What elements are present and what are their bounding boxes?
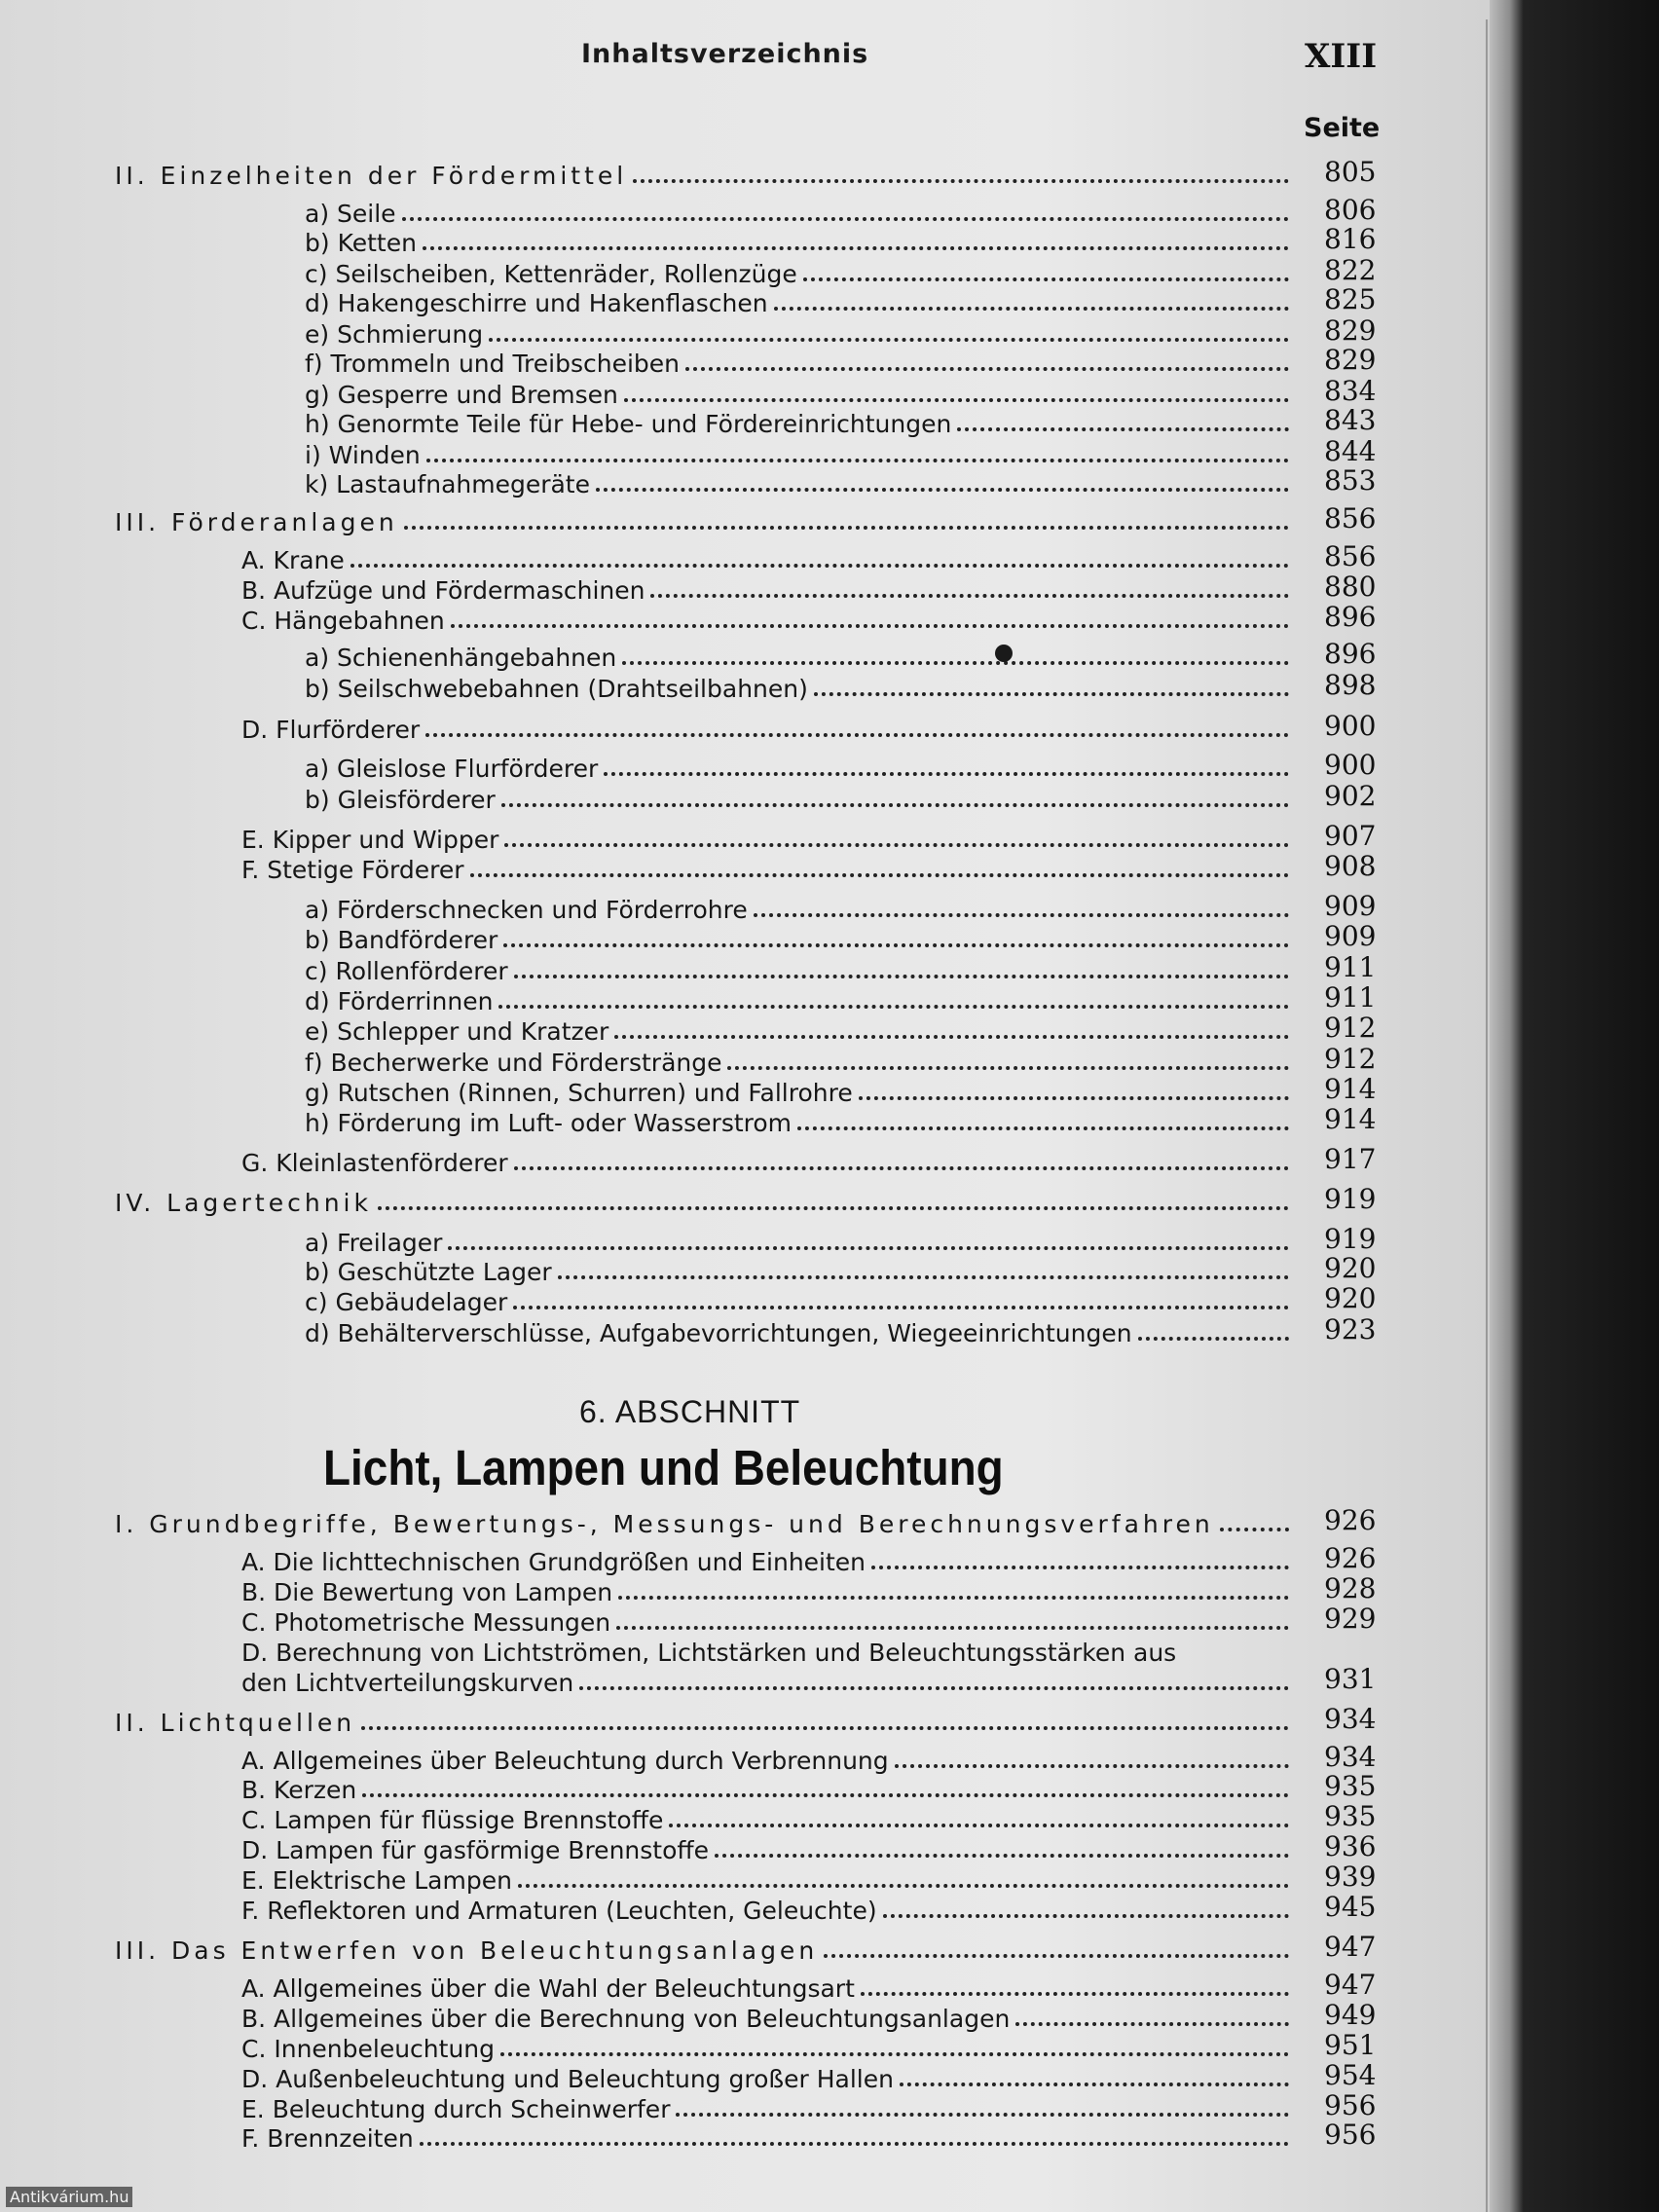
toc-entry-title: G. Kleinlastenförderer (241, 1149, 508, 1177)
toc-entry-page: 947 (1324, 1969, 1377, 2001)
toc-entry-title: i) Winden (305, 441, 421, 469)
toc-entry-page: 856 (1324, 540, 1377, 572)
toc-entry-title: a) Förderschnecken und Förderrohre (305, 896, 748, 924)
toc-entry-page: 923 (1324, 1313, 1377, 1346)
leader-dots (824, 1954, 1289, 1958)
toc-entry-title: IV. Lagertechnik (115, 1189, 372, 1217)
toc-entry (241, 540, 1377, 575)
toc-entry-page: 931 (1324, 1663, 1377, 1695)
leader-dots (503, 943, 1289, 947)
leader-dots (423, 246, 1289, 250)
section-label: 6. ABSCHNITT (579, 1394, 801, 1429)
toc-entry (305, 344, 1377, 379)
toc-entry-title: g) Rutschen (Rinnen, Schurren) und Fallrohre (305, 1079, 853, 1107)
leader-dots (727, 1066, 1289, 1070)
toc-entry-page: 920 (1324, 1282, 1377, 1314)
toc-entry (241, 1770, 1377, 1805)
leader-dots (604, 772, 1289, 776)
toc-entry (305, 435, 1377, 470)
toc-entry-title: a) Freilager (305, 1229, 443, 1257)
toc-entry-page: 844 (1324, 435, 1377, 467)
toc-entry-title: a) Gleislose Flurförderer (305, 755, 599, 783)
leader-dots (871, 1566, 1289, 1569)
watermark: Antikvárium.hu (6, 2187, 132, 2207)
leader-dots (426, 459, 1289, 462)
leader-dots (402, 217, 1289, 221)
leader-dots (514, 1166, 1289, 1170)
toc-entry-page: 947 (1324, 1931, 1377, 1963)
toc-entry (305, 375, 1377, 410)
leader-dots (895, 1764, 1289, 1768)
toc-entry-page: 912 (1324, 1043, 1377, 1075)
toc-entry-title: B. Kerzen (241, 1776, 357, 1804)
toc-entry-page: 917 (1324, 1143, 1377, 1175)
toc-entry-page: 945 (1324, 1891, 1377, 1923)
toc-entry (115, 1931, 1377, 1966)
toc-entry-page: 907 (1324, 820, 1377, 852)
toc-entry-title: F. Stetige Förderer (241, 856, 464, 884)
toc-entry-page: 920 (1324, 1252, 1377, 1284)
leader-dots (514, 975, 1289, 978)
toc-entry-title: B. Allgemeines über die Berechnung von Beleuchtungsanlagen (241, 2005, 1011, 2033)
leader-dots (616, 1626, 1289, 1630)
leader-dots (501, 803, 1289, 807)
toc-entry-title: f) Becherwerke und Förderstränge (305, 1049, 722, 1077)
leader-dots (489, 338, 1289, 342)
toc-entry-title: f) Trommeln und Treibscheiben (305, 350, 681, 378)
toc-entry (115, 502, 1377, 537)
leader-dots (518, 1884, 1289, 1888)
leader-dots (618, 1596, 1289, 1600)
toc-entry-page: 896 (1324, 601, 1377, 633)
toc-entry (241, 820, 1377, 855)
toc-entry (241, 850, 1377, 885)
toc-entry-title: h) Förderung im Luft- oder Wasserstrom (305, 1109, 793, 1137)
toc-entry-page: 914 (1324, 1103, 1377, 1135)
toc-entry-title: A. Allgemeines über die Wahl der Beleuchtungsart (241, 1974, 855, 2003)
toc-entry-title: E. Kipper und Wipper (241, 826, 499, 854)
toc-entry-title: b) Gleisförderer (305, 786, 496, 814)
toc-entry-page: 909 (1324, 920, 1377, 952)
toc-entry (305, 920, 1377, 955)
toc-entry-page: 935 (1324, 1800, 1377, 1832)
toc-entry-title: D. Lampen für gasförmige Brennstoffe (241, 1836, 709, 1864)
section-title: Licht, Lampen und Beleuchtung (323, 1440, 1004, 1495)
leader-dots (957, 427, 1289, 431)
toc-entry-page: 914 (1324, 1073, 1377, 1105)
toc-entry-page: 956 (1324, 2119, 1377, 2151)
toc-entry (241, 1663, 1377, 1698)
toc-entry (115, 1183, 1377, 1218)
toc-entry-page: 825 (1324, 283, 1377, 315)
leader-dots (470, 873, 1289, 877)
toc-entry-page: 928 (1324, 1572, 1377, 1604)
toc-entry-page: 853 (1324, 464, 1377, 497)
toc-entry (241, 1891, 1377, 1926)
toc-entry-title: c) Rollenförderer (305, 957, 508, 985)
leader-dots (504, 843, 1289, 847)
leader-dots (900, 2083, 1289, 2086)
toc-entry (305, 1012, 1377, 1047)
leader-dots (1220, 1528, 1289, 1531)
leader-dots (513, 1306, 1289, 1309)
toc-entry-title: c) Gebäudelager (305, 1288, 508, 1316)
toc-entry (241, 1741, 1377, 1776)
toc-entry-page: 951 (1324, 2029, 1377, 2061)
leader-dots (669, 1824, 1289, 1827)
toc-entry-title: III. Förderanlagen (115, 508, 398, 536)
toc-entry-title: h) Genormte Teile für Hebe- und Fördereinrichtungen (305, 410, 952, 438)
running-title: Inhaltsverzeichnis (581, 39, 869, 69)
toc-entry (305, 1043, 1377, 1078)
toc-entry-page: 902 (1324, 780, 1377, 812)
toc-entry-page: 829 (1324, 344, 1377, 376)
leader-dots (633, 179, 1289, 183)
toc-entry-page: 896 (1324, 638, 1377, 670)
leader-dots (451, 624, 1289, 628)
toc-entry-page: 834 (1324, 375, 1377, 407)
leader-dots (362, 1793, 1289, 1797)
toc-entry-title: a) Schienenhängebahnen (305, 644, 617, 672)
page-number: XIII (1305, 37, 1378, 76)
leader-dots (861, 1992, 1289, 1996)
leader-dots (378, 1206, 1289, 1210)
toc-entry-title: II. Einzelheiten der Fördermittel (115, 162, 628, 190)
leader-dots (1015, 2022, 1289, 2026)
toc-entry (241, 2089, 1377, 2124)
toc-entry (241, 1572, 1377, 1607)
toc-entry-page: 856 (1324, 502, 1377, 535)
toc-entry (305, 404, 1377, 439)
toc-entry (305, 780, 1377, 815)
toc-entry-title: b) Seilschwebebahnen (Drahtseilbahnen) (305, 675, 808, 703)
toc-entry-title: b) Ketten (305, 229, 417, 257)
toc-entry (241, 1800, 1377, 1835)
toc-entry-page: 934 (1324, 1703, 1377, 1735)
toc-entry (305, 254, 1377, 289)
toc-entry-page: 909 (1324, 890, 1377, 922)
toc-entry-title: C. Lampen für flüssige Brennstoffe (241, 1806, 664, 1834)
toc-entry (305, 890, 1377, 925)
leader-dots (420, 2142, 1289, 2146)
toc-entry-title: b) Geschützte Lager (305, 1258, 552, 1286)
toc-entry (305, 749, 1377, 784)
toc-entry-page: 822 (1324, 254, 1377, 286)
toc-entry (305, 1282, 1377, 1317)
leader-dots (448, 1246, 1289, 1250)
leader-dots (676, 2113, 1289, 2117)
leader-dots (614, 1035, 1289, 1039)
toc-entry (305, 1223, 1377, 1258)
leader-dots (803, 277, 1289, 281)
leader-dots (596, 488, 1289, 492)
toc-entry-page: 843 (1324, 404, 1377, 436)
toc-entry (305, 669, 1377, 704)
toc-entry-title: D. Außenbeleuchtung und Beleuchtung großer Hallen (241, 2065, 894, 2093)
toc-entry-title: den Lichtverteilungskurven (241, 1669, 574, 1697)
toc-entry-page: 911 (1324, 951, 1377, 983)
toc-entry-page: 829 (1324, 314, 1377, 347)
toc-entry-page: 911 (1324, 981, 1377, 1014)
toc-entry-page: 908 (1324, 850, 1377, 882)
toc-entry-page: 900 (1324, 710, 1377, 742)
toc-entry (241, 601, 1377, 636)
toc-entry-title: III. Das Entwerfen von Beleuchtungsanlagen (115, 1936, 819, 1965)
toc-entry (305, 1103, 1377, 1138)
toc-entry-title: I. Grundbegriffe, Bewertungs-, Messungs- und Berechnungsverfahren (115, 1510, 1214, 1538)
toc-entry-page: 816 (1324, 223, 1377, 255)
leader-dots (859, 1096, 1289, 1100)
toc-entry-title: b) Bandförderer (305, 926, 498, 954)
toc-entry (241, 1830, 1377, 1865)
toc-entry-page: 880 (1324, 571, 1377, 603)
toc-entry-title: C. Photometrische Messungen (241, 1608, 611, 1637)
leader-dots (650, 594, 1289, 598)
leader-dots (622, 661, 1289, 665)
toc-entry-page: 898 (1324, 669, 1377, 701)
toc-entry (241, 1639, 1295, 1668)
toc-entry (305, 951, 1377, 986)
toc-entry-page: 926 (1324, 1504, 1377, 1536)
toc-entry-title: II. Lichtquellen (115, 1709, 356, 1737)
toc-entry (241, 1999, 1377, 2034)
toc-entry-page: 935 (1324, 1770, 1377, 1802)
toc-entry (115, 1504, 1377, 1539)
toc-entry (241, 1542, 1377, 1577)
toc-entry-page: 805 (1324, 156, 1377, 188)
leader-dots (404, 526, 1289, 530)
leader-dots (1138, 1337, 1289, 1341)
toc-entry (305, 283, 1377, 318)
toc-entry (241, 1969, 1377, 2004)
toc-entry-title: g) Gesperre und Bremsen (305, 381, 618, 409)
toc-entry-title: F. Brennzeiten (241, 2124, 414, 2153)
ink-spot (995, 645, 1013, 662)
toc-entry (241, 710, 1377, 745)
leader-dots (754, 913, 1289, 917)
toc-entry-title: A. Die lichttechnischen Grundgrößen und Einheiten (241, 1548, 866, 1576)
leader-dots (685, 367, 1289, 371)
toc-entry-page: 912 (1324, 1012, 1377, 1044)
toc-entry (241, 2059, 1377, 2094)
toc-entry-title: d) Förderrinnen (305, 987, 494, 1015)
toc-entry-page: 936 (1324, 1830, 1377, 1862)
toc-entry-page: 954 (1324, 2059, 1377, 2091)
toc-entry-title: E. Beleuchtung durch Scheinwerfer (241, 2095, 671, 2123)
leader-dots (797, 1126, 1289, 1130)
leader-dots (558, 1275, 1289, 1279)
toc-entry (305, 194, 1377, 229)
toc-entry-page: 949 (1324, 1999, 1377, 2031)
toc-entry (241, 1603, 1377, 1638)
leader-dots (425, 733, 1289, 737)
toc-entry-page: 934 (1324, 1741, 1377, 1773)
book-cover-edge (1490, 0, 1659, 2212)
toc-entry-page: 926 (1324, 1542, 1377, 1574)
leader-dots (814, 692, 1289, 696)
toc-entry (305, 1073, 1377, 1108)
toc-entry-page: 956 (1324, 2089, 1377, 2121)
toc-entry-title: a) Seile (305, 200, 396, 228)
toc-entry-title: e) Schlepper und Kratzer (305, 1017, 609, 1046)
leader-dots (715, 1854, 1289, 1858)
toc-entry (305, 314, 1377, 350)
toc-entry-title: c) Seilscheiben, Kettenräder, Rollenzüge (305, 260, 797, 288)
toc-entry-title: k) Lastaufnahmegeräte (305, 470, 590, 498)
toc-entry-page: 806 (1324, 194, 1377, 226)
toc-entry-title: e) Schmierung (305, 320, 484, 349)
toc-entry (241, 1861, 1377, 1896)
toc-entry-title: C. Innenbeleuchtung (241, 2035, 496, 2063)
toc-entry (115, 1703, 1377, 1738)
toc-entry-title: A. Allgemeines über Beleuchtung durch Verbrennung (241, 1747, 889, 1775)
toc-entry-title: d) Hakengeschirre und Hakenflaschen (305, 289, 768, 317)
toc-entry-page: 939 (1324, 1861, 1377, 1893)
toc-entry-page: 919 (1324, 1183, 1377, 1215)
toc-entry (305, 1313, 1377, 1348)
toc-entry (305, 638, 1377, 673)
toc-entry-page: 900 (1324, 749, 1377, 781)
page-column-label: Seite (1304, 113, 1381, 143)
toc-entry-title: A. Krane (241, 546, 345, 574)
leader-dots (579, 1686, 1289, 1690)
toc-entry-title: d) Behälterverschlüsse, Aufgabevorrichtungen, Wiegeeinrichtungen (305, 1319, 1132, 1347)
toc-entry-title: B. Aufzüge und Fördermaschinen (241, 576, 645, 605)
toc-entry-title: C. Hängebahnen (241, 607, 445, 635)
leader-dots (883, 1914, 1289, 1918)
toc-entry (305, 1252, 1377, 1287)
toc-entry-title: B. Die Bewertung von Lampen (241, 1578, 613, 1606)
toc-entry-title: F. Reflektoren und Armaturen (Leuchten, Geleuchte) (241, 1897, 877, 1925)
toc-entry-title: D. Berechnung von Lichtströmen, Lichtstärken und Beleuchtungsstärken aus (241, 1639, 1177, 1667)
toc-entry (115, 156, 1377, 191)
toc-entry-title: E. Elektrische Lampen (241, 1866, 512, 1895)
toc-entry-page: 929 (1324, 1603, 1377, 1635)
leader-dots (624, 398, 1289, 402)
toc-entry (241, 571, 1377, 606)
toc-entry (241, 2029, 1377, 2064)
leader-dots (350, 564, 1289, 568)
toc-entry-title: D. Flurförderer (241, 716, 421, 744)
leader-dots (774, 307, 1289, 311)
toc-entry (241, 1143, 1377, 1178)
toc-entry (241, 2119, 1377, 2154)
toc-entry (305, 981, 1377, 1016)
toc-entry (305, 464, 1377, 499)
leader-dots (361, 1726, 1289, 1730)
leader-dots (498, 1005, 1289, 1009)
toc-entry-page: 919 (1324, 1223, 1377, 1255)
toc-entry (305, 223, 1377, 258)
leader-dots (500, 2052, 1289, 2056)
